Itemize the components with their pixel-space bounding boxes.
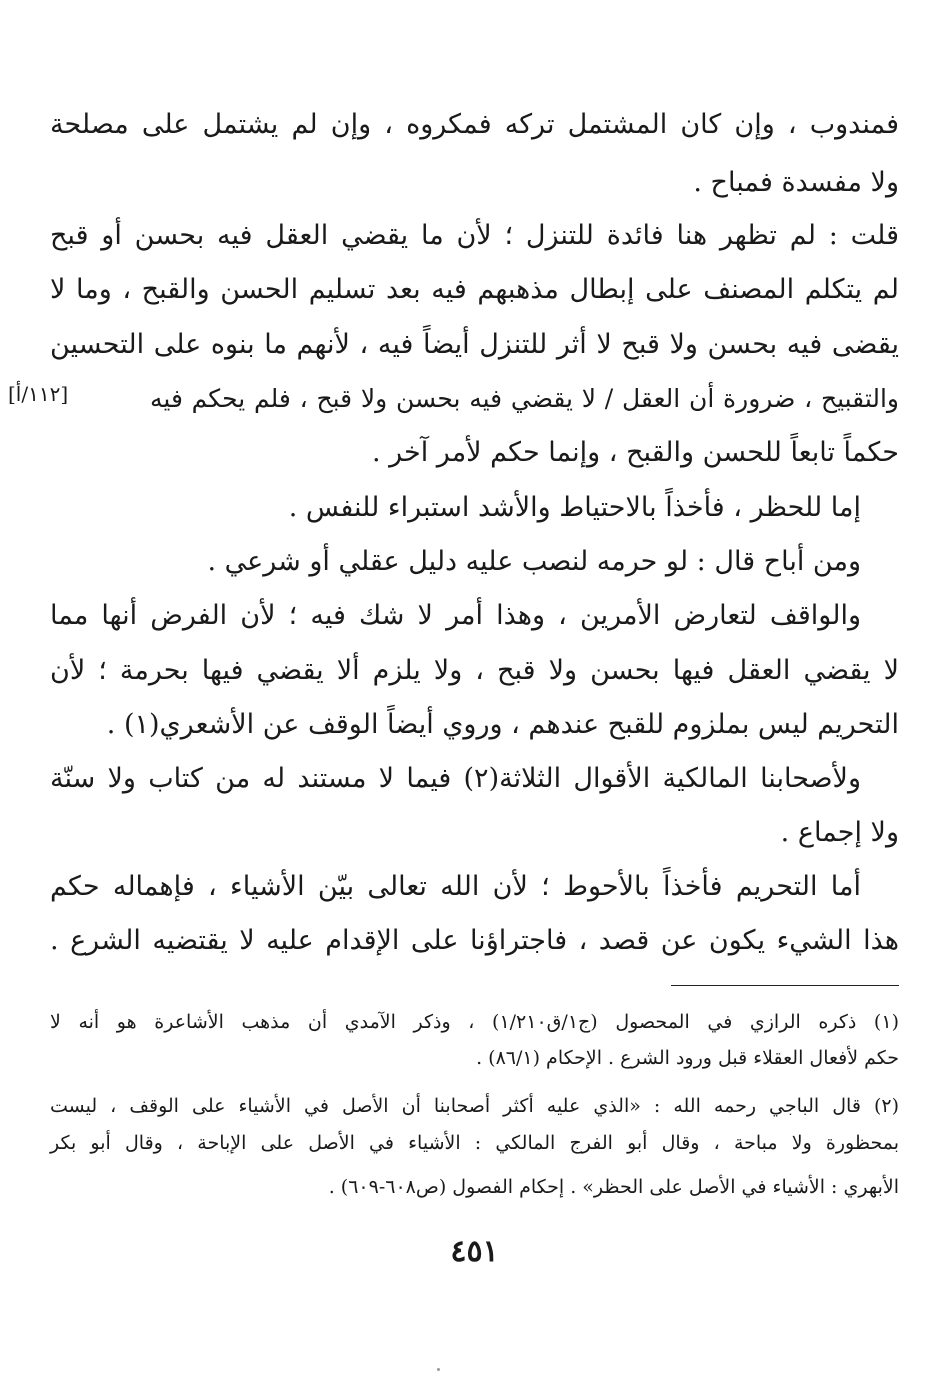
- body-line-10: والواقف لتعارض الأمرين ، وهذا أمر لا شك فيه ؛ لأن الفرض أنها مما: [50, 600, 861, 631]
- body-line-15: أما التحريم فأخذاً بالأحوط ؛ لأن الله تعالى بيّن الأشياء ، فإهماله حكم: [50, 871, 861, 902]
- body-line-5: يقضى فيه بحسن ولا قبح لا أثر للتنزل أيضاً فيه ، لأنهم ما بنوه على التحسين: [50, 329, 899, 360]
- body-line-3: قلت : لم تظهر هنا فائدة للتنزل ؛ لأن ما يقضي العقل فيه بحسن أو قبح: [50, 220, 900, 251]
- body-line-6: والتقبيح ، ضرورة أن العقل / لا يقضي فيه بحسن ولا قبح ، فلم يحكم فيه: [150, 384, 899, 413]
- page-number: ٤٥١: [450, 1234, 499, 1269]
- footnote-line-1: (١) ذكره الرازي في المحصول (ج١/ق١/٢١٠) ، وذكر الآمدي أن مذهب الأشاعرة هو أنه لا: [50, 1011, 899, 1033]
- body-line-7: حكماً تابعاً للحسن والقبح ، وإنما حكم لأمر آخر .: [371, 437, 899, 468]
- footnote-line-2: حكم لأفعال العقلاء قبل ورود الشرع . الإحكام (٨٦/١) .: [476, 1047, 899, 1069]
- footnote-line-5: الأبهري : الأشياء في الأصل على الحظر» . إحكام الفصول (ص٦٠٨-٦٠٩) .: [328, 1176, 899, 1198]
- body-line-13: ولأصحابنا المالكية الأقوال الثلاثة(٢) فيما لا مستند له من كتاب ولا سنّة: [50, 763, 861, 794]
- body-line-8: إما للحظر ، فأخذاً بالاحتياط والأشد استبراء للنفس .: [288, 492, 861, 523]
- body-line-4: لم يتكلم المصنف على إبطال مذهبهم فيه بعد تسليم الحسن والقبح ، وما لا: [50, 274, 899, 305]
- body-line-12: التحريم ليس بملزوم للقبح عندهم ، وروي أيضاً الوقف عن الأشعري(١) .: [106, 709, 899, 740]
- body-line-1: فمندوب ، وإن كان المشتمل تركه فمكروه ، وإن لم يشتمل على مصلحة: [50, 109, 899, 140]
- body-line-16: هذا الشيء يكون عن قصد ، فاجتراؤنا على الإقدام عليه لا يقتضيه الشرع .: [50, 925, 899, 956]
- body-line-2: ولا مفسدة فمباح .: [693, 167, 899, 198]
- folio-reference: [١١٢/أ]: [8, 382, 69, 406]
- body-line-14: ولا إجماع .: [780, 817, 899, 848]
- footnote-line-4: بمحظورة ولا مباحة ، وقال أبو الفرج المالكي : الأشياء في الأصل على الإباحة ، وقال أبو بكر: [50, 1132, 899, 1154]
- footnote-separator: [671, 985, 899, 986]
- scan-speck: [437, 1368, 440, 1371]
- body-line-11: لا يقضي العقل فيها بحسن ولا قبح ، ولا يلزم ألا يقضي فيها بحرمة ؛ لأن: [50, 655, 899, 686]
- body-line-9: ومن أباح قال : لو حرمه لنصب عليه دليل عقلي أو شرعي .: [207, 546, 861, 577]
- footnote-line-3: (٢) قال الباجي رحمه الله : «الذي عليه أكثر أصحابنا أن الأصل في الأشياء على الوقف ، ليست: [50, 1095, 899, 1117]
